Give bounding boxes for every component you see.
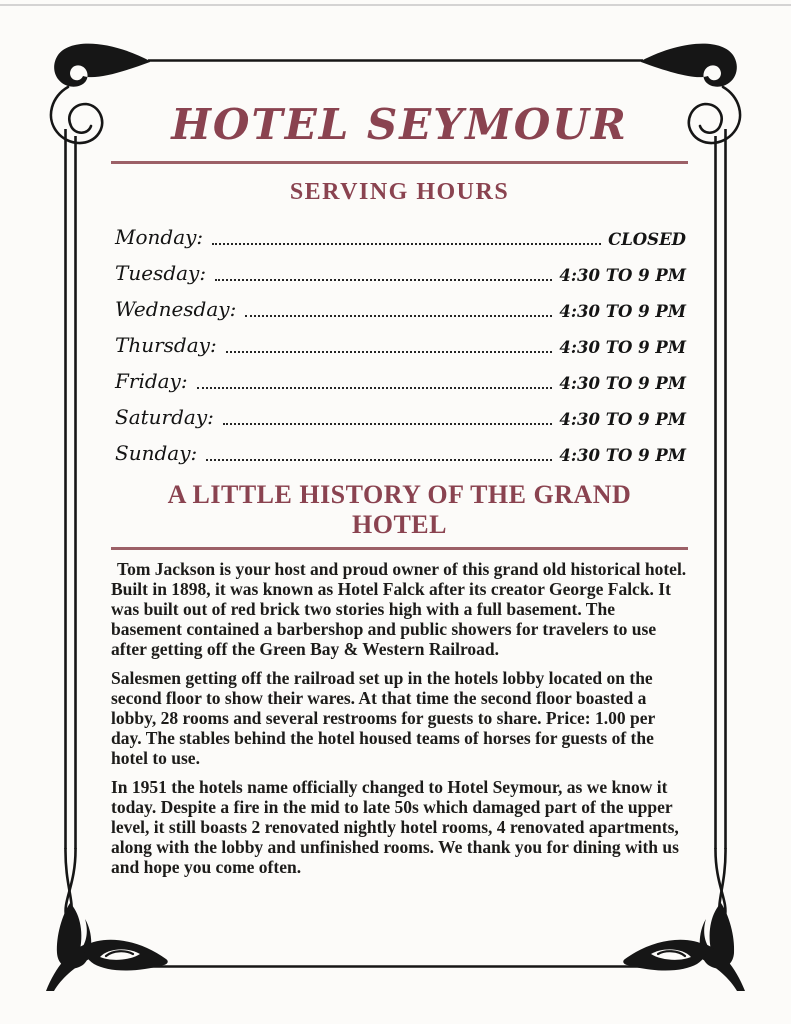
history-paragraph: Tom Jackson is your host and proud owner of this grand old historical hotel. Built in 1898, it was known as Hotel Falck after its creator George Falck. It was built out of red brick two stories high with a full basement. The basement contained a barbershop and public showers for travelers to use after getting off the Green Bay & Western Railroad.	[111, 559, 687, 659]
serving-hours-row	[111, 292, 688, 328]
serving-hours-row	[111, 364, 688, 400]
time-value: 4:30 TO 9 PM	[559, 374, 686, 394]
time-value: CLOSED	[608, 230, 686, 250]
menu-content	[111, 0, 688, 887]
dotted-leader	[206, 459, 552, 461]
dotted-leader	[215, 279, 552, 281]
serving-hours-row	[111, 256, 688, 292]
history-divider-rule	[111, 547, 688, 550]
serving-hours-heading: SERVING HOURS	[289, 179, 510, 206]
page-title: HOTEL SEYMOUR	[171, 100, 628, 149]
history-paragraphs	[111, 560, 688, 877]
day-label: Sunday:	[115, 441, 198, 466]
time-value: 4:30 TO 9 PM	[559, 338, 686, 358]
day-label: Monday:	[115, 225, 204, 250]
dotted-leader	[226, 351, 553, 353]
history-paragraph: Salesmen getting off the railroad set up in the hotels lobby located on the second floor to show their wares. At that time the second floor boasted a lobby, 28 rooms and several restrooms for guests to share. Price: 1.00 per day. The stables behind the hotel housed teams of horses for guests of the hotel to use.	[111, 668, 655, 768]
day-label: Friday:	[115, 369, 188, 394]
serving-hours-row	[111, 220, 688, 256]
dotted-leader	[223, 423, 553, 425]
serving-hours-row	[111, 328, 688, 364]
serving-hours-row	[111, 436, 688, 472]
day-label: Saturday:	[115, 405, 214, 430]
serving-hours-list	[111, 220, 688, 472]
time-value: 4:30 TO 9 PM	[559, 410, 686, 430]
dotted-leader	[197, 387, 553, 389]
day-label: Tuesday:	[115, 261, 207, 286]
serving-hours-row	[111, 400, 688, 436]
day-label: Thursday:	[115, 333, 217, 358]
time-value: 4:30 TO 9 PM	[559, 446, 686, 466]
time-value: 4:30 TO 9 PM	[559, 302, 686, 322]
history-heading: A LITTLE HISTORY OF THE GRAND HOTEL	[167, 480, 632, 540]
title-divider-rule	[111, 161, 688, 164]
time-value: 4:30 TO 9 PM	[559, 266, 686, 286]
history-paragraph: In 1951 the hotels name officially changed to Hotel Seymour, as we know it today. Despite a fire in the mid to late 50s which damaged part of the upper level, it still boasts 2 renovated nightly hotel rooms, 4 renovated apartments, along with the lobby and unfinished rooms. We thank you for dining with us and hope you come often.	[111, 777, 679, 877]
day-label: Wednesday:	[115, 297, 237, 322]
dotted-leader	[245, 315, 552, 317]
dotted-leader	[212, 243, 601, 245]
